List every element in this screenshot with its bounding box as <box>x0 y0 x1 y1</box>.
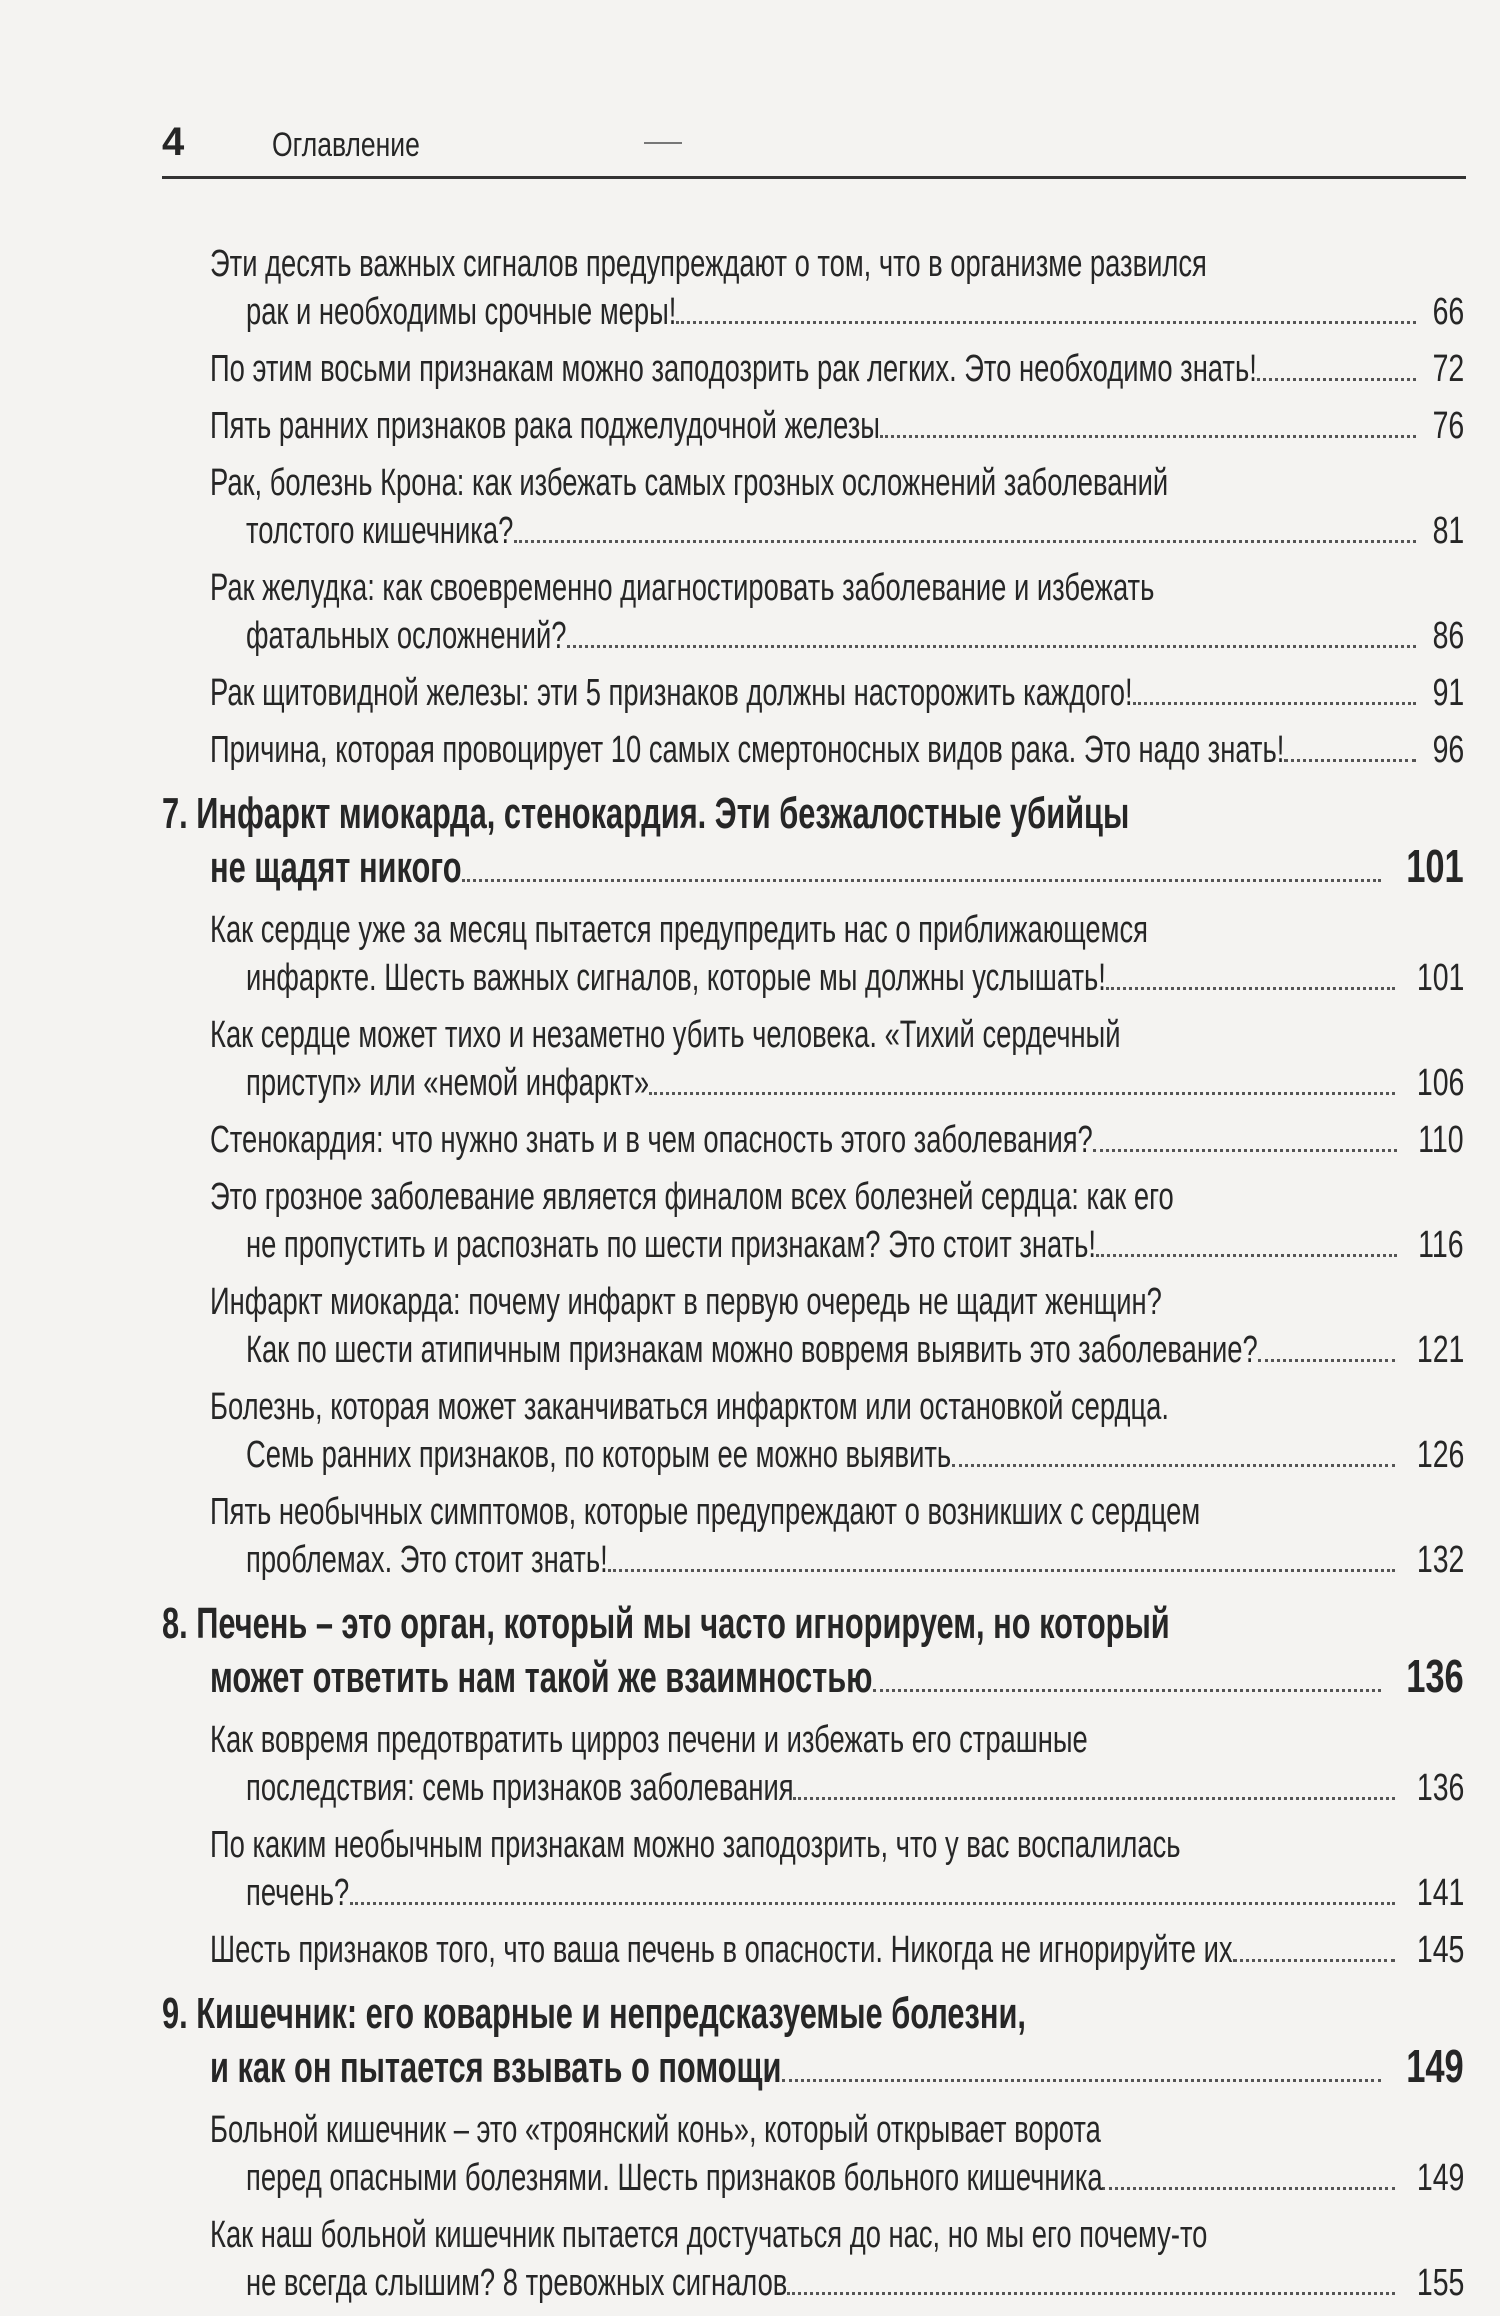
toc-entry-title: Больной кишечник – это «троянский конь», который открывает ворота <box>210 2109 1101 2151</box>
toc-entry-title: не пропустить и распознать по шести признакам? Это стоит знать! <box>246 1224 1097 1266</box>
toc-entry-title: Как вовремя предотвратить цирроз печени и избежать его страшные <box>210 1719 1088 1761</box>
toc-entry-title: Эти десять важных сигналов предупреждают о том, что в организме развился <box>210 243 1207 285</box>
toc-page-number: 86 <box>1432 615 1464 657</box>
toc-entry-title: не щадят никого <box>210 843 462 892</box>
toc-chapter-entry <box>162 788 1464 892</box>
toc-entry-line <box>162 1116 1464 1164</box>
toc-entry-line <box>162 507 1464 555</box>
toc-entry-line <box>162 2154 1464 2202</box>
header-dash <box>644 142 682 144</box>
toc-entry-line <box>162 726 1464 774</box>
dot-leader <box>1284 759 1415 762</box>
toc-entry-line <box>162 1326 1464 1374</box>
toc-entry-title: последствия: семь признаков заболевания <box>246 1767 794 1809</box>
toc-entry-title: может ответить нам такой же взаимностью <box>210 1653 873 1702</box>
toc-entry-title: 9. Кишечник: его коварные и непредсказуемые болезни, <box>162 1989 1026 2038</box>
dot-leader <box>1102 2187 1394 2190</box>
toc-entry <box>162 402 1464 450</box>
toc-entry-line <box>162 1869 1464 1917</box>
toc-entry-title: По каким необычным признакам можно заподозрить, что у вас воспалилась <box>210 1824 1181 1866</box>
dot-leader <box>1257 378 1416 381</box>
toc-entry-line <box>162 1011 1464 1059</box>
toc-entry <box>162 1173 1464 1269</box>
dot-leader <box>880 435 1415 438</box>
toc-entry-line <box>162 1278 1464 1326</box>
toc-entry-line <box>162 612 1464 660</box>
toc-entry-title: печень? <box>246 1872 350 1914</box>
toc-entry-title: перед опасными болезнями. Шесть признаков больного кишечника <box>246 2157 1103 2199</box>
toc-entry-line <box>162 2040 1464 2092</box>
toc-entry-title: не всегда слышим? 8 тревожных сигналов <box>246 2262 788 2304</box>
toc-entry <box>162 2106 1464 2202</box>
toc-page-number: 101 <box>1416 957 1464 999</box>
toc-page-number: 101 <box>1406 840 1464 892</box>
toc-page-number: 132 <box>1416 1539 1464 1581</box>
table-of-contents <box>162 240 1464 2316</box>
toc-page-number: 145 <box>1416 1929 1464 1971</box>
toc-entry-line <box>162 1716 1464 1764</box>
toc-entry-line <box>162 906 1464 954</box>
toc-entry-title: Шесть признаков того, что ваша печень в опасности. Никогда не игнорируйте их <box>210 1929 1233 1971</box>
page-header <box>162 118 1470 178</box>
toc-entry-line <box>162 564 1464 612</box>
dot-leader <box>952 1464 1395 1467</box>
toc-page-number: 136 <box>1406 1650 1464 1702</box>
toc-page-number: 141 <box>1416 1872 1464 1914</box>
toc-entry-line <box>162 840 1464 892</box>
dot-leader <box>873 1689 1381 1692</box>
toc-entry <box>162 345 1464 393</box>
toc-entry-line <box>162 1383 1464 1431</box>
toc-entry-title: Инфаркт миокарда: почему инфаркт в первую очередь не щадит женщин? <box>210 1281 1162 1323</box>
toc-page-number: 106 <box>1416 1062 1464 1104</box>
running-title: Оглавление <box>272 126 420 164</box>
dot-leader <box>462 879 1381 882</box>
dot-leader <box>793 1797 1395 1800</box>
toc-entry-line <box>162 2106 1464 2154</box>
toc-entry <box>162 669 1464 717</box>
dot-leader <box>1096 1254 1398 1257</box>
toc-entry-title: Это грозное заболевание является финалом всех болезней сердца: как его <box>210 1176 1174 1218</box>
toc-entry-title: Пять необычных симптомов, которые предупреждают о возникших с сердцем <box>210 1491 1201 1533</box>
toc-entry-title: фатальных осложнений? <box>246 615 567 657</box>
toc-entry <box>162 1383 1464 1479</box>
toc-entry-line <box>162 788 1464 840</box>
toc-entry <box>162 1488 1464 1584</box>
toc-entry-title: Рак щитовидной железы: эти 5 признаков должны насторожить каждого! <box>210 672 1133 714</box>
toc-page-number: 96 <box>1432 729 1464 771</box>
dot-leader <box>514 540 1416 543</box>
toc-entry <box>162 240 1464 336</box>
toc-entry-line <box>162 288 1464 336</box>
toc-entry-line <box>162 1764 1464 1812</box>
toc-page-number: 116 <box>1418 1224 1464 1266</box>
toc-entry-title: Рак, болезнь Крона: как избежать самых грозных осложнений заболеваний <box>210 462 1169 504</box>
header-rule <box>162 176 1466 179</box>
toc-entry-line <box>162 2211 1464 2259</box>
dot-leader <box>782 2079 1381 2082</box>
toc-page-number: 76 <box>1432 405 1464 447</box>
toc-entry-title: Болезнь, которая может заканчиваться инфарктом или остановкой сердца. <box>210 1386 1169 1428</box>
toc-entry-title: Причина, которая провоцирует 10 самых смертоносных видов рака. Это надо знать! <box>210 729 1285 771</box>
toc-entry-title: и как он пытается взывать о помощи <box>210 2043 782 2092</box>
toc-entry-line <box>162 1988 1464 2040</box>
toc-entry-line <box>162 1221 1464 1269</box>
toc-chapter-entry <box>162 1988 1464 2092</box>
toc-entry-line <box>162 459 1464 507</box>
dot-leader <box>350 1902 1395 1905</box>
toc-page-number: 81 <box>1432 510 1464 552</box>
toc-page-number: 126 <box>1416 1434 1464 1476</box>
toc-entry-line <box>162 240 1464 288</box>
dot-leader <box>1106 987 1394 990</box>
dot-leader <box>1233 1959 1395 1962</box>
toc-page-number: 110 <box>1418 1119 1464 1161</box>
toc-entry-line <box>162 1650 1464 1702</box>
toc-entry <box>162 564 1464 660</box>
toc-entry-line <box>162 1488 1464 1536</box>
toc-entry-title: Как сердце может тихо и незаметно убить человека. «Тихий сердечный <box>210 1014 1121 1056</box>
toc-entry <box>162 459 1464 555</box>
toc-entry-title: Стенокардия: что нужно знать и в чем опасность этого заболевания? <box>210 1119 1093 1161</box>
toc-entry-title: Семь ранних признаков, по которым ее можно выявить <box>246 1434 952 1476</box>
toc-page-number: 136 <box>1416 1767 1464 1809</box>
toc-entry <box>162 906 1464 1002</box>
dot-leader <box>649 1092 1395 1095</box>
toc-entry-line <box>162 402 1464 450</box>
toc-entry-title: 7. Инфаркт миокарда, стенокардия. Эти безжалостные убийцы <box>162 789 1130 838</box>
toc-entry-title: Как наш больной кишечник пытается достучаться до нас, но мы его почему-то <box>210 2214 1208 2256</box>
toc-page-number: 66 <box>1432 291 1464 333</box>
toc-entry-line <box>162 2259 1464 2307</box>
toc-entry <box>162 1716 1464 1812</box>
toc-entry-line <box>162 954 1464 1002</box>
toc-page-number: 121 <box>1416 1329 1464 1371</box>
dot-leader <box>608 1569 1395 1572</box>
toc-entry-title: Как сердце уже за месяц пытается предупредить нас о приближающемся <box>210 909 1148 951</box>
toc-entry-title: Рак желудка: как своевременно диагностировать заболевание и избежать <box>210 567 1155 609</box>
toc-entry-line <box>162 1431 1464 1479</box>
toc-page-number: 91 <box>1432 672 1464 714</box>
toc-chapter-entry <box>162 1598 1464 1702</box>
toc-entry-title: Пять ранних признаков рака поджелудочной железы <box>210 405 880 447</box>
toc-entry <box>162 1011 1464 1107</box>
toc-entry-line <box>162 1059 1464 1107</box>
toc-entry-title: По этим восьми признакам можно заподозрить рак легких. Это необходимо знать! <box>210 348 1257 390</box>
toc-entry-line <box>162 1173 1464 1221</box>
toc-entry-title: рак и необходимы срочные меры! <box>246 291 677 333</box>
toc-entry-line <box>162 1926 1464 1974</box>
toc-entry <box>162 1116 1464 1164</box>
toc-entry-line <box>162 1536 1464 1584</box>
toc-page-number: 155 <box>1416 2262 1464 2304</box>
toc-entry <box>162 1926 1464 1974</box>
toc-entry <box>162 2211 1464 2307</box>
page-number: 4 <box>162 120 186 164</box>
toc-page-number: 72 <box>1432 348 1464 390</box>
toc-entry-line <box>162 345 1464 393</box>
toc-entry-title: Как по шести атипичным признакам можно вовремя выявить это заболевание? <box>246 1329 1258 1371</box>
toc-entry-title: 8. Печень – это орган, который мы часто игнорируем, но который <box>162 1599 1170 1648</box>
dot-leader <box>1093 1149 1398 1152</box>
toc-entry-line <box>162 669 1464 717</box>
dot-leader <box>787 2292 1394 2295</box>
toc-page-number: 149 <box>1406 2040 1464 2092</box>
toc-entry <box>162 1278 1464 1374</box>
toc-entry <box>162 726 1464 774</box>
toc-entry-title: толстого кишечника? <box>246 510 514 552</box>
toc-entry-line <box>162 1598 1464 1650</box>
toc-entry-line <box>162 1821 1464 1869</box>
toc-entry-title: инфаркте. Шесть важных сигналов, которые мы должны услышать! <box>246 957 1106 999</box>
toc-entry <box>162 1821 1464 1917</box>
toc-page-number: 149 <box>1416 2157 1464 2199</box>
dot-leader <box>1258 1359 1395 1362</box>
dot-leader <box>676 321 1416 324</box>
toc-entry-title: проблемах. Это стоит знать! <box>246 1539 608 1581</box>
dot-leader <box>567 645 1416 648</box>
dot-leader <box>1133 702 1416 705</box>
toc-entry-title: приступ» или «немой инфаркт» <box>246 1062 650 1104</box>
